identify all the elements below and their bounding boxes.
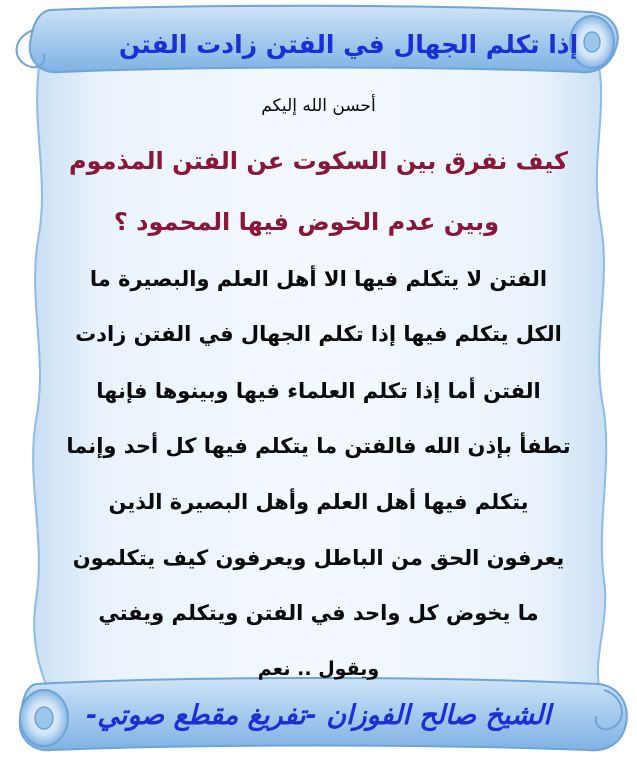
answer-line: الفتن لا يتكلم فيها الا أهل العلم والبصيرة ما <box>89 267 548 291</box>
question-line-1: كيف نفرق بين السكوت عن الفتن المذموم <box>69 147 568 175</box>
answer-line: يتكلم فيها أهل العلم وأهل البصيرة الذين <box>108 490 529 514</box>
answer-line-last: ويقول .. نعم <box>257 658 380 680</box>
answer-line: يعرفون الحق من الباطل ويعرفون كيف يتكلمون <box>72 546 565 570</box>
page-title: إذا تكلم الجهال في الفتن زادت الفتن <box>118 30 579 59</box>
answer-line: الفتن أما إذا تكلم العلماء فيها وبينوها فإنها <box>96 379 541 403</box>
answer-line: الكل يتكلم فيها إذا تكلم الجهال في الفتن زادت <box>75 322 562 346</box>
question-line-2: وبين عدم الخوض فيها المحمود ؟ <box>113 208 500 236</box>
answer-line: ما يخوض كل واحد في الفتن ويتكلم ويفتي <box>98 601 539 625</box>
signature: الشيخ صالح الفوزان -تفريغ مقطع صوتي- <box>86 700 551 731</box>
greeting-line: أحسن الله إليكم <box>261 96 376 116</box>
answer-line: تطفأ بإذن الله فالفتن ما يتكلم فيها كل أحد وإنما <box>66 434 571 458</box>
